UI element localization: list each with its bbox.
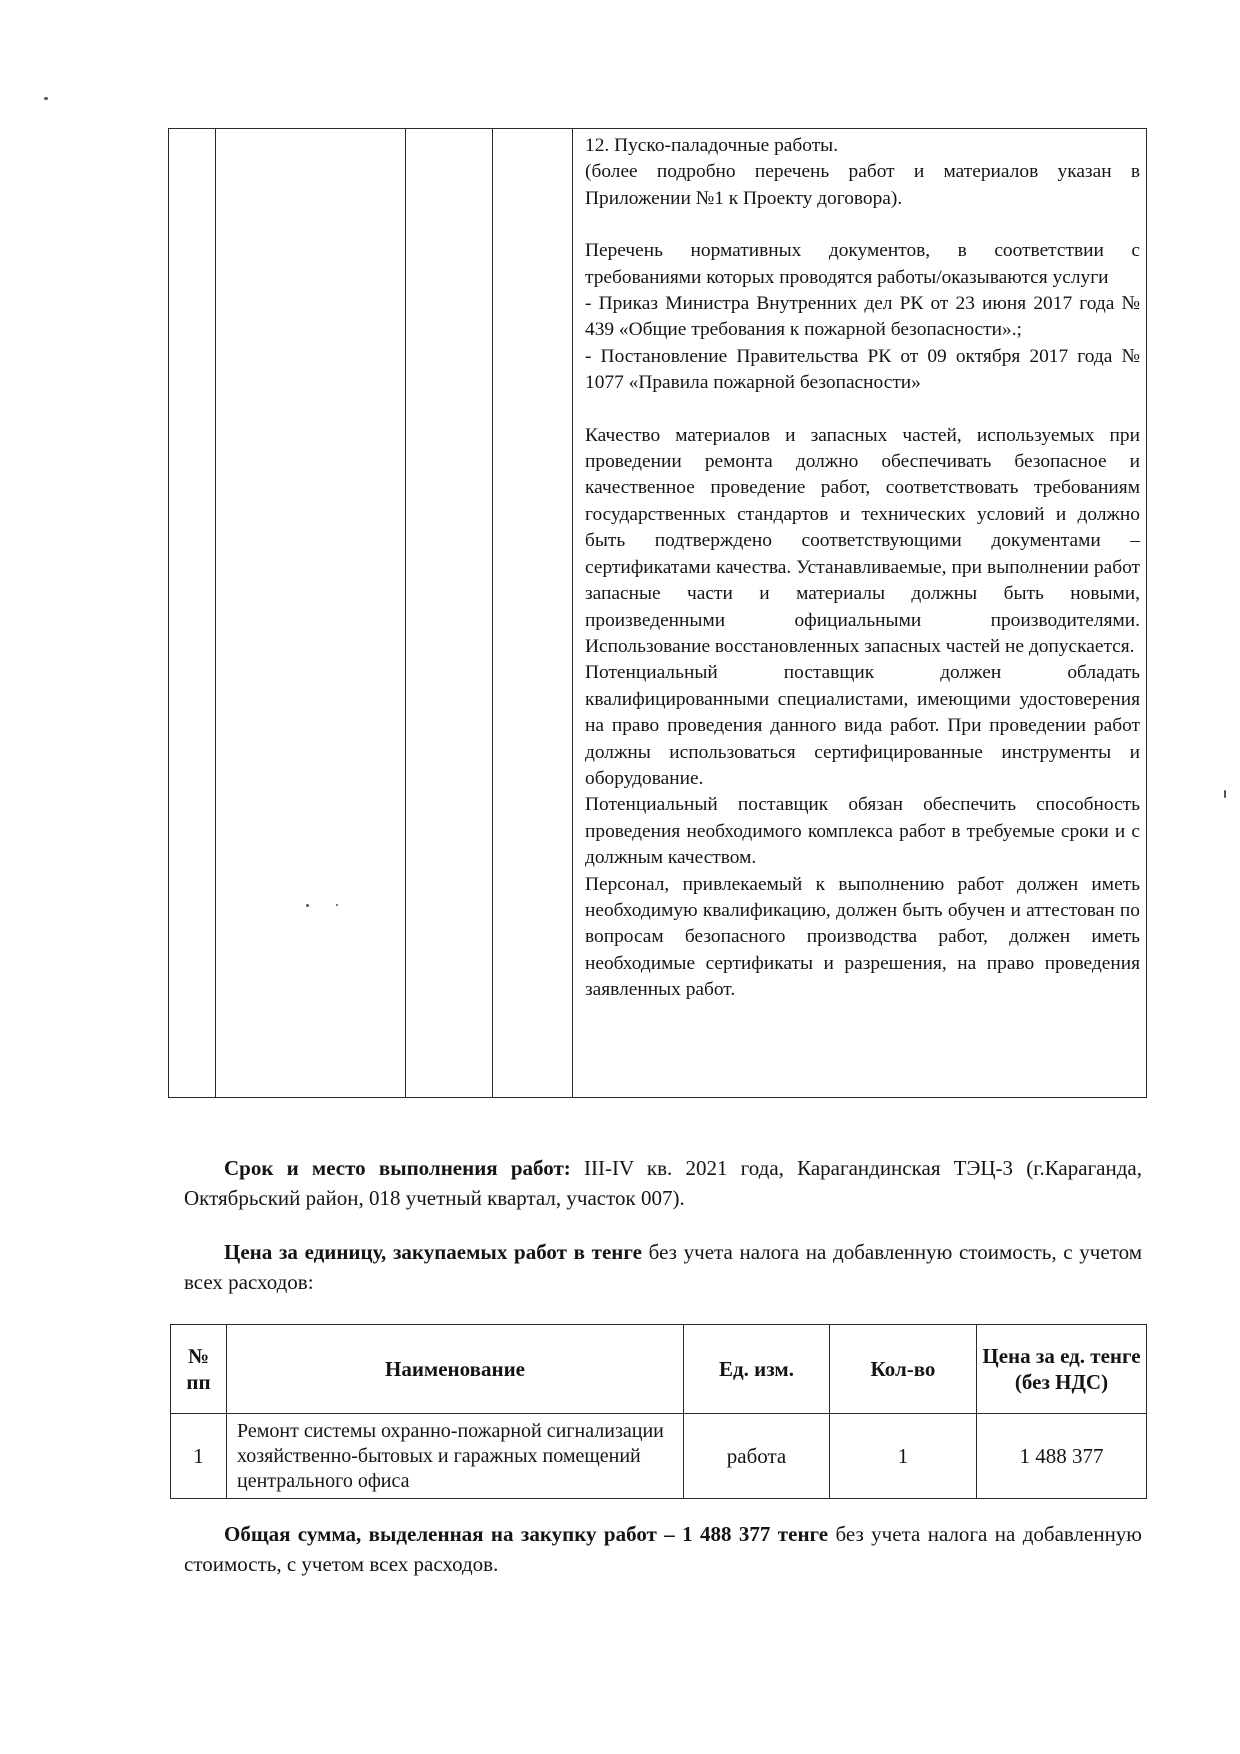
table-cell-description: [573, 129, 1147, 1098]
term-paragraph: [184, 1153, 1142, 1213]
table-cell-empty: [216, 129, 406, 1098]
price-intro-paragraph: [184, 1237, 1142, 1297]
spec-norm-2: - Постановление Правительства РК от 09 октября 2017 года № 1077 «Правила пожарной безопасности»: [585, 345, 1140, 394]
spec-norm-1: - Приказ Министра Внутренних дел РК от 23 июня 2017 года № 439 «Общие требования к пожарной безопасности».;: [585, 293, 1140, 341]
spec-item-12: 12. Пуско-паладочные работы.: [585, 135, 839, 156]
spec-norms-intro: Перечень нормативных документов, в соответствии с требованиями которых проводятся работы/оказываются услуги: [585, 240, 1140, 288]
spec-supplier-staff: Потенциальный поставщик должен обладать квалифицированными специалистами, имеющими удостоверения на право проведения данного вида работ. При проведении работ должны использоваться сертифицированные инструменты и оборудование.: [585, 662, 1140, 789]
table-cell-empty: [406, 129, 493, 1098]
scan-speck: [1224, 790, 1226, 798]
price-intro-label: Цена за единицу, закупаемых работ в тенге: [224, 1240, 642, 1264]
spec-supplier-capacity: Потенциальный поставщик обязан обеспечить способность проведения необходимого комплекса работ в требуемые сроки и с должным качеством.: [585, 794, 1140, 869]
table-cell-empty: [493, 129, 573, 1098]
row-unit: работа: [684, 1414, 830, 1499]
scan-speck: [336, 904, 338, 906]
price-intro-text: без учета налога на добавленную стоимость, с учетом всех расходов:: [184, 1240, 1142, 1294]
technical-spec-table: [168, 128, 1147, 1098]
table-header-row: [171, 1325, 1147, 1414]
table-cell-empty: [169, 129, 216, 1098]
scan-speck: [306, 904, 309, 907]
spec-appendix-note: (более подробно перечень работ и материалов указан в Приложении №1 к Проекту договора).: [585, 161, 1140, 209]
header-price: Цена за ед. тенге (без НДС): [977, 1325, 1147, 1414]
term-label: Срок и место выполнения работ:: [224, 1156, 571, 1180]
price-table: [170, 1324, 1147, 1499]
row-price: 1 488 377: [977, 1414, 1147, 1499]
scan-speck: [44, 97, 48, 100]
table-row: [169, 129, 1147, 1098]
total-text: без учета налога на добавленную стоимость, с учетом всех расходов.: [184, 1522, 1142, 1576]
header-num: № пп: [171, 1325, 227, 1414]
header-qty: Кол-во: [830, 1325, 977, 1414]
term-text: III-IV кв. 2021 года, Карагандинская ТЭЦ-3 (г.Караганда, Октябрьский район, 018 учетный квартал, участок 007).: [184, 1156, 1142, 1210]
spec-personnel: Персонал, привлекаемый к выполнению работ должен иметь необходимую квалификацию, должен быть обучен и аттестован по вопросам безопасного производства работ, должен иметь необходимые сертификаты и разрешения, на право проведения заявленных работ.: [585, 873, 1140, 1001]
header-name: Наименование: [227, 1325, 684, 1414]
total-paragraph: [184, 1519, 1142, 1579]
spec-quality: Качество материалов и запасных частей, используемых при проведении ремонта должно обеспечивать безопасное и качественное проведение работ, соответствовать требованиям государственных стандартов и технических условий и должно быть подтверждено соответствующими документами – сертификатами качества. Устанавливаемые, при выполнении работ запасные части и материалы должны быть новыми, произведенными официальными производителями. Использование восстановленных запасных частей не допускается.: [585, 424, 1140, 657]
row-name: Ремонт системы охранно-пожарной сигнализации хозяйственно-бытовых и гаражных помещений центрального офиса: [227, 1414, 684, 1499]
table-row: [171, 1414, 1147, 1499]
row-qty: 1: [830, 1414, 977, 1499]
header-unit: Ед. изм.: [684, 1325, 830, 1414]
row-num: 1: [171, 1414, 227, 1499]
total-label: Общая сумма, выделенная на закупку работ – 1 488 377 тенге: [224, 1522, 829, 1546]
